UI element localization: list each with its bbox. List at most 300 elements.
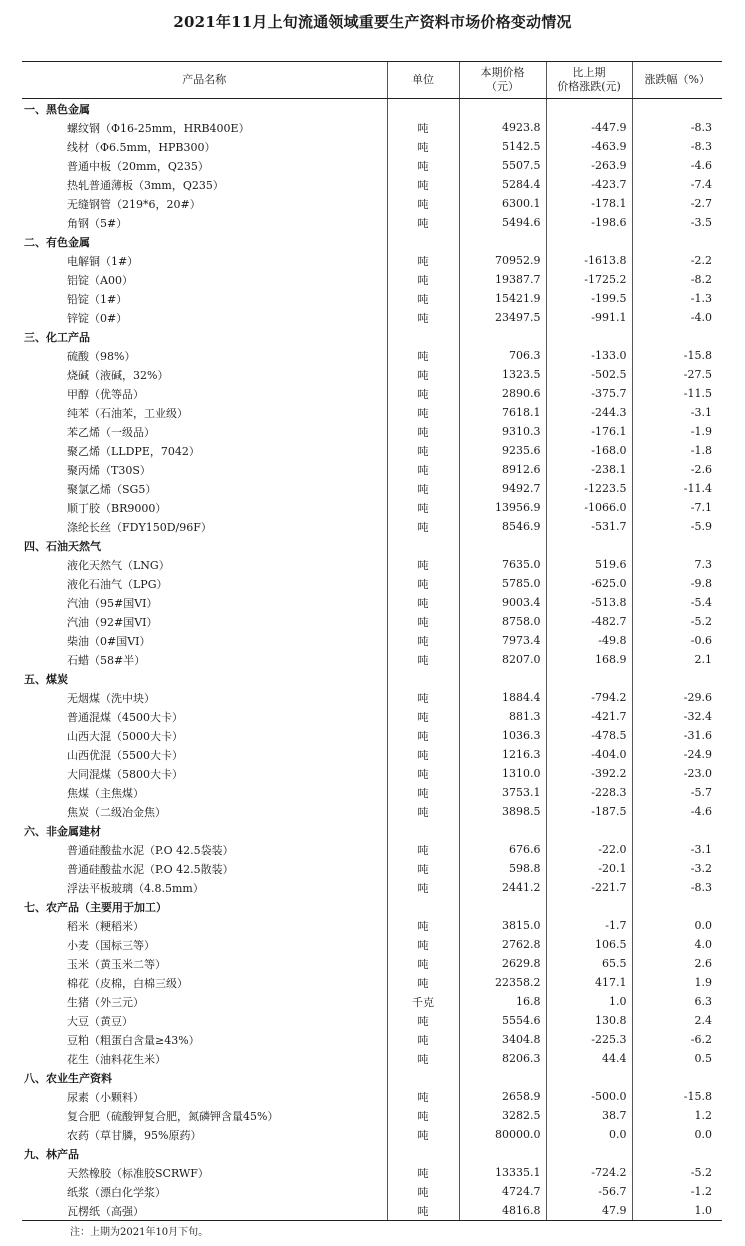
change-percent: -2.7 xyxy=(632,194,722,213)
category-name: 一、黑色金属 xyxy=(24,102,90,116)
current-price: 1323.5 xyxy=(459,365,546,384)
product-unit: 吨 xyxy=(387,1106,459,1125)
product-name: 热轧普通薄板（3mm，Q235） xyxy=(67,178,224,192)
category-row xyxy=(22,669,722,688)
product-unit: 吨 xyxy=(387,460,459,479)
category-diff-cell xyxy=(546,99,632,119)
change-percent: -5.4 xyxy=(632,593,722,612)
product-name: 汽油（95#国VI） xyxy=(67,596,158,610)
price-change: -199.5 xyxy=(546,289,632,308)
current-price: 3898.5 xyxy=(459,802,546,821)
price-change: -56.7 xyxy=(546,1182,632,1201)
table-row xyxy=(22,802,722,821)
current-price: 598.8 xyxy=(459,859,546,878)
product-name: 瓦楞纸（高强） xyxy=(22,1201,387,1221)
price-change: -1223.5 xyxy=(546,479,632,498)
price-table xyxy=(22,62,722,1221)
current-price: 1884.4 xyxy=(459,688,546,707)
product-name: 铅锭（1#） xyxy=(67,292,128,306)
category-diff-cell xyxy=(546,536,632,555)
category-row xyxy=(22,536,722,555)
price-change: -478.5 xyxy=(546,726,632,745)
product-name: 稻米（粳稻米） xyxy=(67,919,144,933)
current-price: 9310.3 xyxy=(459,422,546,441)
header-price-change-line1: 比上期 xyxy=(572,66,606,79)
change-percent: -5.9 xyxy=(632,517,722,536)
table-row xyxy=(22,1163,722,1182)
change-percent: 7.3 xyxy=(632,555,722,574)
product-unit: 吨 xyxy=(387,213,459,232)
price-change: -392.2 xyxy=(546,764,632,783)
header-current-price-line2: （元） xyxy=(486,80,519,93)
current-price: 3404.8 xyxy=(459,1030,546,1049)
product-unit: 吨 xyxy=(387,878,459,897)
product-name: 角钢（5#） xyxy=(67,216,128,230)
category-unit-cell xyxy=(387,897,459,916)
table-row xyxy=(22,251,722,270)
product-name: 山西大混（5000大卡） xyxy=(67,729,183,743)
table-row xyxy=(22,194,722,213)
table-row xyxy=(22,1049,722,1068)
current-price: 4923.8 xyxy=(459,118,546,137)
product-name: 大豆（黄豆） xyxy=(67,1014,133,1028)
change-percent: -2.6 xyxy=(632,460,722,479)
current-price: 70952.9 xyxy=(459,251,546,270)
category-row xyxy=(22,327,722,346)
header-change-percent: 涨跌幅（%） xyxy=(632,62,722,99)
product-name: 苯乙烯（一级品） xyxy=(67,425,155,439)
table-row xyxy=(22,403,722,422)
product-name: 纯苯（石油苯，工业级） xyxy=(67,406,188,420)
price-change: -133.0 xyxy=(546,346,632,365)
table-row xyxy=(22,213,722,232)
table-row xyxy=(22,365,722,384)
category-price-cell xyxy=(459,669,546,688)
price-change: -531.7 xyxy=(546,517,632,536)
category-price-cell xyxy=(459,536,546,555)
change-percent: -5.2 xyxy=(632,612,722,631)
header-current-price xyxy=(459,62,546,99)
category-name: 八、农业生产资料 xyxy=(24,1071,112,1085)
current-price: 5284.4 xyxy=(459,175,546,194)
current-price: 9235.6 xyxy=(459,441,546,460)
change-percent: -4.0 xyxy=(632,308,722,327)
price-change: -991.1 xyxy=(546,308,632,327)
table-row xyxy=(22,346,722,365)
table-row xyxy=(22,954,722,973)
price-change: -198.6 xyxy=(546,213,632,232)
price-change: -625.0 xyxy=(546,574,632,593)
price-change: -49.8 xyxy=(546,631,632,650)
product-unit: 吨 xyxy=(387,802,459,821)
current-price: 15421.9 xyxy=(459,289,546,308)
current-price: 13335.1 xyxy=(459,1163,546,1182)
product-unit: 吨 xyxy=(387,1011,459,1030)
product-name: 无烟煤（洗中块） xyxy=(67,691,155,705)
change-percent: -4.6 xyxy=(632,802,722,821)
table-row xyxy=(22,384,722,403)
product-unit: 吨 xyxy=(387,346,459,365)
product-unit: 吨 xyxy=(387,1030,459,1049)
table-row xyxy=(22,859,722,878)
current-price: 8758.0 xyxy=(459,612,546,631)
current-price: 9003.4 xyxy=(459,593,546,612)
change-percent: -27.5 xyxy=(632,365,722,384)
change-percent: -1.2 xyxy=(632,1182,722,1201)
price-change: -502.5 xyxy=(546,365,632,384)
product-name: 液化石油气（LPG） xyxy=(67,577,168,591)
price-change: 130.8 xyxy=(546,1011,632,1030)
price-change: -263.9 xyxy=(546,156,632,175)
product-unit: 吨 xyxy=(387,308,459,327)
current-price: 5142.5 xyxy=(459,137,546,156)
price-change: -724.2 xyxy=(546,1163,632,1182)
product-name: 农药（草甘膦，95%原药） xyxy=(67,1128,202,1142)
category-unit-cell xyxy=(387,99,459,119)
price-change: 106.5 xyxy=(546,935,632,954)
change-percent: -5.2 xyxy=(632,1163,722,1182)
current-price: 7635.0 xyxy=(459,555,546,574)
change-percent: -7.1 xyxy=(632,498,722,517)
table-row xyxy=(22,156,722,175)
category-price-cell xyxy=(459,99,546,119)
product-name: 聚丙烯（T30S） xyxy=(67,463,151,477)
change-percent: 4.0 xyxy=(632,935,722,954)
change-percent: -8.3 xyxy=(632,137,722,156)
change-percent: -5.7 xyxy=(632,783,722,802)
category-name: 九、林产品 xyxy=(24,1147,79,1161)
current-price: 5785.0 xyxy=(459,574,546,593)
category-row xyxy=(22,897,722,916)
product-name: 甲醇（优等品） xyxy=(67,387,144,401)
product-unit: 吨 xyxy=(387,1125,459,1144)
category-pct-cell xyxy=(632,1068,722,1087)
change-percent: 1.0 xyxy=(632,1201,722,1221)
category-unit-cell xyxy=(387,1068,459,1087)
product-unit: 吨 xyxy=(387,783,459,802)
table-row xyxy=(22,783,722,802)
product-name: 普通混煤（4500大卡） xyxy=(67,710,183,724)
table-row xyxy=(22,840,722,859)
product-unit: 吨 xyxy=(387,612,459,631)
table-row xyxy=(22,1106,722,1125)
price-change: 47.9 xyxy=(546,1201,632,1221)
category-unit-cell xyxy=(387,1144,459,1163)
product-unit: 吨 xyxy=(387,916,459,935)
current-price: 706.3 xyxy=(459,346,546,365)
product-name: 硫酸（98%） xyxy=(67,349,136,363)
price-change: -228.3 xyxy=(546,783,632,802)
product-name: 浮法平板玻璃（4.8.5mm） xyxy=(67,881,204,895)
category-unit-cell xyxy=(387,536,459,555)
price-change: -794.2 xyxy=(546,688,632,707)
table-row xyxy=(22,118,722,137)
product-unit: 吨 xyxy=(387,118,459,137)
category-pct-cell xyxy=(632,897,722,916)
product-unit: 吨 xyxy=(387,1087,459,1106)
change-percent: -3.1 xyxy=(632,840,722,859)
product-unit: 吨 xyxy=(387,840,459,859)
price-change: -500.0 xyxy=(546,1087,632,1106)
header-price-change-line2: 价格涨跌(元) xyxy=(557,80,621,93)
current-price: 19387.7 xyxy=(459,270,546,289)
price-change: -22.0 xyxy=(546,840,632,859)
category-name: 四、石油天然气 xyxy=(24,539,101,553)
product-unit: 吨 xyxy=(387,403,459,422)
table-row xyxy=(22,935,722,954)
current-price: 881.3 xyxy=(459,707,546,726)
change-percent: -24.9 xyxy=(632,745,722,764)
product-unit: 吨 xyxy=(387,1182,459,1201)
product-unit: 吨 xyxy=(387,574,459,593)
table-row xyxy=(22,707,722,726)
product-name: 无缝钢管（219*6，20#） xyxy=(67,197,201,211)
current-price: 22358.2 xyxy=(459,973,546,992)
product-name: 天然橡胶（标准胶SCRWF） xyxy=(67,1166,209,1180)
product-name: 锌锭（0#） xyxy=(67,311,128,325)
table-body xyxy=(22,99,722,1221)
current-price: 80000.0 xyxy=(459,1125,546,1144)
current-price: 8912.6 xyxy=(459,460,546,479)
price-change: 38.7 xyxy=(546,1106,632,1125)
product-name: 玉米（黄玉米二等） xyxy=(67,957,166,971)
category-diff-cell xyxy=(546,327,632,346)
table-row xyxy=(22,555,722,574)
product-unit: 吨 xyxy=(387,650,459,669)
current-price: 1310.0 xyxy=(459,764,546,783)
table-row xyxy=(22,650,722,669)
product-unit: 吨 xyxy=(387,1163,459,1182)
change-percent: -11.5 xyxy=(632,384,722,403)
current-price: 7618.1 xyxy=(459,403,546,422)
product-name: 聚乙烯（LLDPE，7042） xyxy=(67,444,200,458)
price-change: -423.7 xyxy=(546,175,632,194)
current-price: 676.6 xyxy=(459,840,546,859)
table-row xyxy=(22,270,722,289)
current-price: 8206.3 xyxy=(459,1049,546,1068)
header-current-price-line1: 本期价格 xyxy=(480,66,525,79)
category-name: 七、农产品（主要用于加工） xyxy=(24,900,167,914)
table-header-row xyxy=(22,62,722,99)
price-change: -1613.8 xyxy=(546,251,632,270)
table-row xyxy=(22,764,722,783)
current-price: 13956.9 xyxy=(459,498,546,517)
category-price-cell xyxy=(459,1144,546,1163)
current-price: 6300.1 xyxy=(459,194,546,213)
current-price: 3753.1 xyxy=(459,783,546,802)
product-unit: 吨 xyxy=(387,384,459,403)
product-unit: 吨 xyxy=(387,137,459,156)
current-price: 2890.6 xyxy=(459,384,546,403)
current-price: 1036.3 xyxy=(459,726,546,745)
category-pct-cell xyxy=(632,232,722,251)
category-pct-cell xyxy=(632,1144,722,1163)
change-percent: -4.6 xyxy=(632,156,722,175)
price-change: 1.0 xyxy=(546,992,632,1011)
price-change: 0.0 xyxy=(546,1125,632,1144)
table-row xyxy=(22,745,722,764)
change-percent: 0.0 xyxy=(632,1125,722,1144)
category-name: 六、非金属建材 xyxy=(24,824,101,838)
product-unit: 吨 xyxy=(387,954,459,973)
product-name: 焦煤（主焦煤） xyxy=(67,786,144,800)
change-percent: -3.2 xyxy=(632,859,722,878)
current-price: 4724.7 xyxy=(459,1182,546,1201)
product-unit: 吨 xyxy=(387,745,459,764)
change-percent: 1.2 xyxy=(632,1106,722,1125)
table-row xyxy=(22,973,722,992)
product-name: 液化天然气（LNG） xyxy=(67,558,170,572)
header-unit: 单位 xyxy=(387,62,459,99)
product-unit: 吨 xyxy=(387,593,459,612)
price-change: 65.5 xyxy=(546,954,632,973)
header-price-change xyxy=(546,62,632,99)
table-row xyxy=(22,1182,722,1201)
table-row xyxy=(22,688,722,707)
product-unit: 吨 xyxy=(387,365,459,384)
price-change: -421.7 xyxy=(546,707,632,726)
table-row xyxy=(22,422,722,441)
category-diff-cell xyxy=(546,232,632,251)
product-name: 电解铜（1#） xyxy=(67,254,139,268)
table-row xyxy=(22,574,722,593)
price-change: -221.7 xyxy=(546,878,632,897)
current-price: 4816.8 xyxy=(459,1201,546,1221)
change-percent: -15.8 xyxy=(632,1087,722,1106)
product-name: 小麦（国标三等） xyxy=(67,938,155,952)
category-pct-cell xyxy=(632,99,722,119)
product-unit: 吨 xyxy=(387,156,459,175)
price-change: -244.3 xyxy=(546,403,632,422)
table-row xyxy=(22,1087,722,1106)
current-price: 23497.5 xyxy=(459,308,546,327)
current-price: 9492.7 xyxy=(459,479,546,498)
product-unit: 吨 xyxy=(387,1201,459,1221)
product-unit: 吨 xyxy=(387,270,459,289)
product-unit: 吨 xyxy=(387,517,459,536)
change-percent: 0.5 xyxy=(632,1049,722,1068)
product-unit: 吨 xyxy=(387,194,459,213)
price-change: -513.8 xyxy=(546,593,632,612)
change-percent: -15.8 xyxy=(632,346,722,365)
product-unit: 吨 xyxy=(387,422,459,441)
product-unit: 吨 xyxy=(387,289,459,308)
current-price: 2441.2 xyxy=(459,878,546,897)
category-row xyxy=(22,1144,722,1163)
change-percent: -23.0 xyxy=(632,764,722,783)
change-percent: 2.1 xyxy=(632,650,722,669)
product-name: 石蜡（58#半） xyxy=(67,653,146,667)
change-percent: -3.1 xyxy=(632,403,722,422)
product-name: 焦炭（二级冶金焦） xyxy=(67,805,166,819)
product-name: 顺丁胶（BR9000） xyxy=(67,501,167,515)
category-unit-cell xyxy=(387,232,459,251)
table-row xyxy=(22,137,722,156)
product-unit: 吨 xyxy=(387,973,459,992)
price-change: -463.9 xyxy=(546,137,632,156)
category-price-cell xyxy=(459,821,546,840)
price-change: -168.0 xyxy=(546,441,632,460)
table-row xyxy=(22,612,722,631)
category-unit-cell xyxy=(387,821,459,840)
category-row xyxy=(22,99,722,119)
price-change: 168.9 xyxy=(546,650,632,669)
category-pct-cell xyxy=(632,821,722,840)
product-unit: 吨 xyxy=(387,479,459,498)
product-unit: 吨 xyxy=(387,764,459,783)
table-row xyxy=(22,1125,722,1144)
current-price: 1216.3 xyxy=(459,745,546,764)
category-price-cell xyxy=(459,327,546,346)
product-name: 山西优混（5500大卡） xyxy=(67,748,183,762)
price-change: -238.1 xyxy=(546,460,632,479)
table-row xyxy=(22,726,722,745)
table-row xyxy=(22,593,722,612)
product-unit: 吨 xyxy=(387,707,459,726)
current-price: 5507.5 xyxy=(459,156,546,175)
price-change: -447.9 xyxy=(546,118,632,137)
current-price: 16.8 xyxy=(459,992,546,1011)
current-price: 2762.8 xyxy=(459,935,546,954)
category-pct-cell xyxy=(632,327,722,346)
table-row xyxy=(22,441,722,460)
category-diff-cell xyxy=(546,1144,632,1163)
current-price: 2658.9 xyxy=(459,1087,546,1106)
product-name: 涤纶长丝（FDY150D/96F） xyxy=(67,520,212,534)
product-unit: 吨 xyxy=(387,498,459,517)
table-row xyxy=(22,308,722,327)
product-unit: 吨 xyxy=(387,175,459,194)
price-change: -375.7 xyxy=(546,384,632,403)
category-diff-cell xyxy=(546,897,632,916)
change-percent: -2.2 xyxy=(632,251,722,270)
table-row xyxy=(22,517,722,536)
product-name: 烧碱（液碱，32%） xyxy=(67,368,169,382)
category-row xyxy=(22,1068,722,1087)
product-unit: 吨 xyxy=(387,859,459,878)
category-diff-cell xyxy=(546,821,632,840)
category-pct-cell xyxy=(632,669,722,688)
table-row xyxy=(22,289,722,308)
change-percent: -3.5 xyxy=(632,213,722,232)
category-price-cell xyxy=(459,1068,546,1087)
product-unit: 吨 xyxy=(387,631,459,650)
change-percent: -0.6 xyxy=(632,631,722,650)
product-name: 复合肥（硫酸钾复合肥，氮磷钾含量45%） xyxy=(67,1109,279,1123)
price-change: -1066.0 xyxy=(546,498,632,517)
category-price-cell xyxy=(459,232,546,251)
table-row xyxy=(22,1201,722,1221)
current-price: 8546.9 xyxy=(459,517,546,536)
category-name: 五、煤炭 xyxy=(24,672,68,686)
footnote: 注：上期为2021年10月下旬。 xyxy=(70,1227,209,1238)
category-diff-cell xyxy=(546,669,632,688)
current-price: 5494.6 xyxy=(459,213,546,232)
current-price: 2629.8 xyxy=(459,954,546,973)
product-name: 聚氯乙烯（SG5） xyxy=(67,482,157,496)
product-name: 铝锭（A00） xyxy=(67,273,133,287)
change-percent: -31.6 xyxy=(632,726,722,745)
product-unit: 吨 xyxy=(387,441,459,460)
price-change: 44.4 xyxy=(546,1049,632,1068)
product-unit: 吨 xyxy=(387,726,459,745)
product-name: 螺纹钢（Φ16-25mm，HRB400E） xyxy=(67,121,250,135)
change-percent: -7.4 xyxy=(632,175,722,194)
price-table-container xyxy=(22,61,722,1221)
change-percent: 0.0 xyxy=(632,916,722,935)
price-change: -176.1 xyxy=(546,422,632,441)
product-name: 尿素（小颗料） xyxy=(67,1090,144,1104)
